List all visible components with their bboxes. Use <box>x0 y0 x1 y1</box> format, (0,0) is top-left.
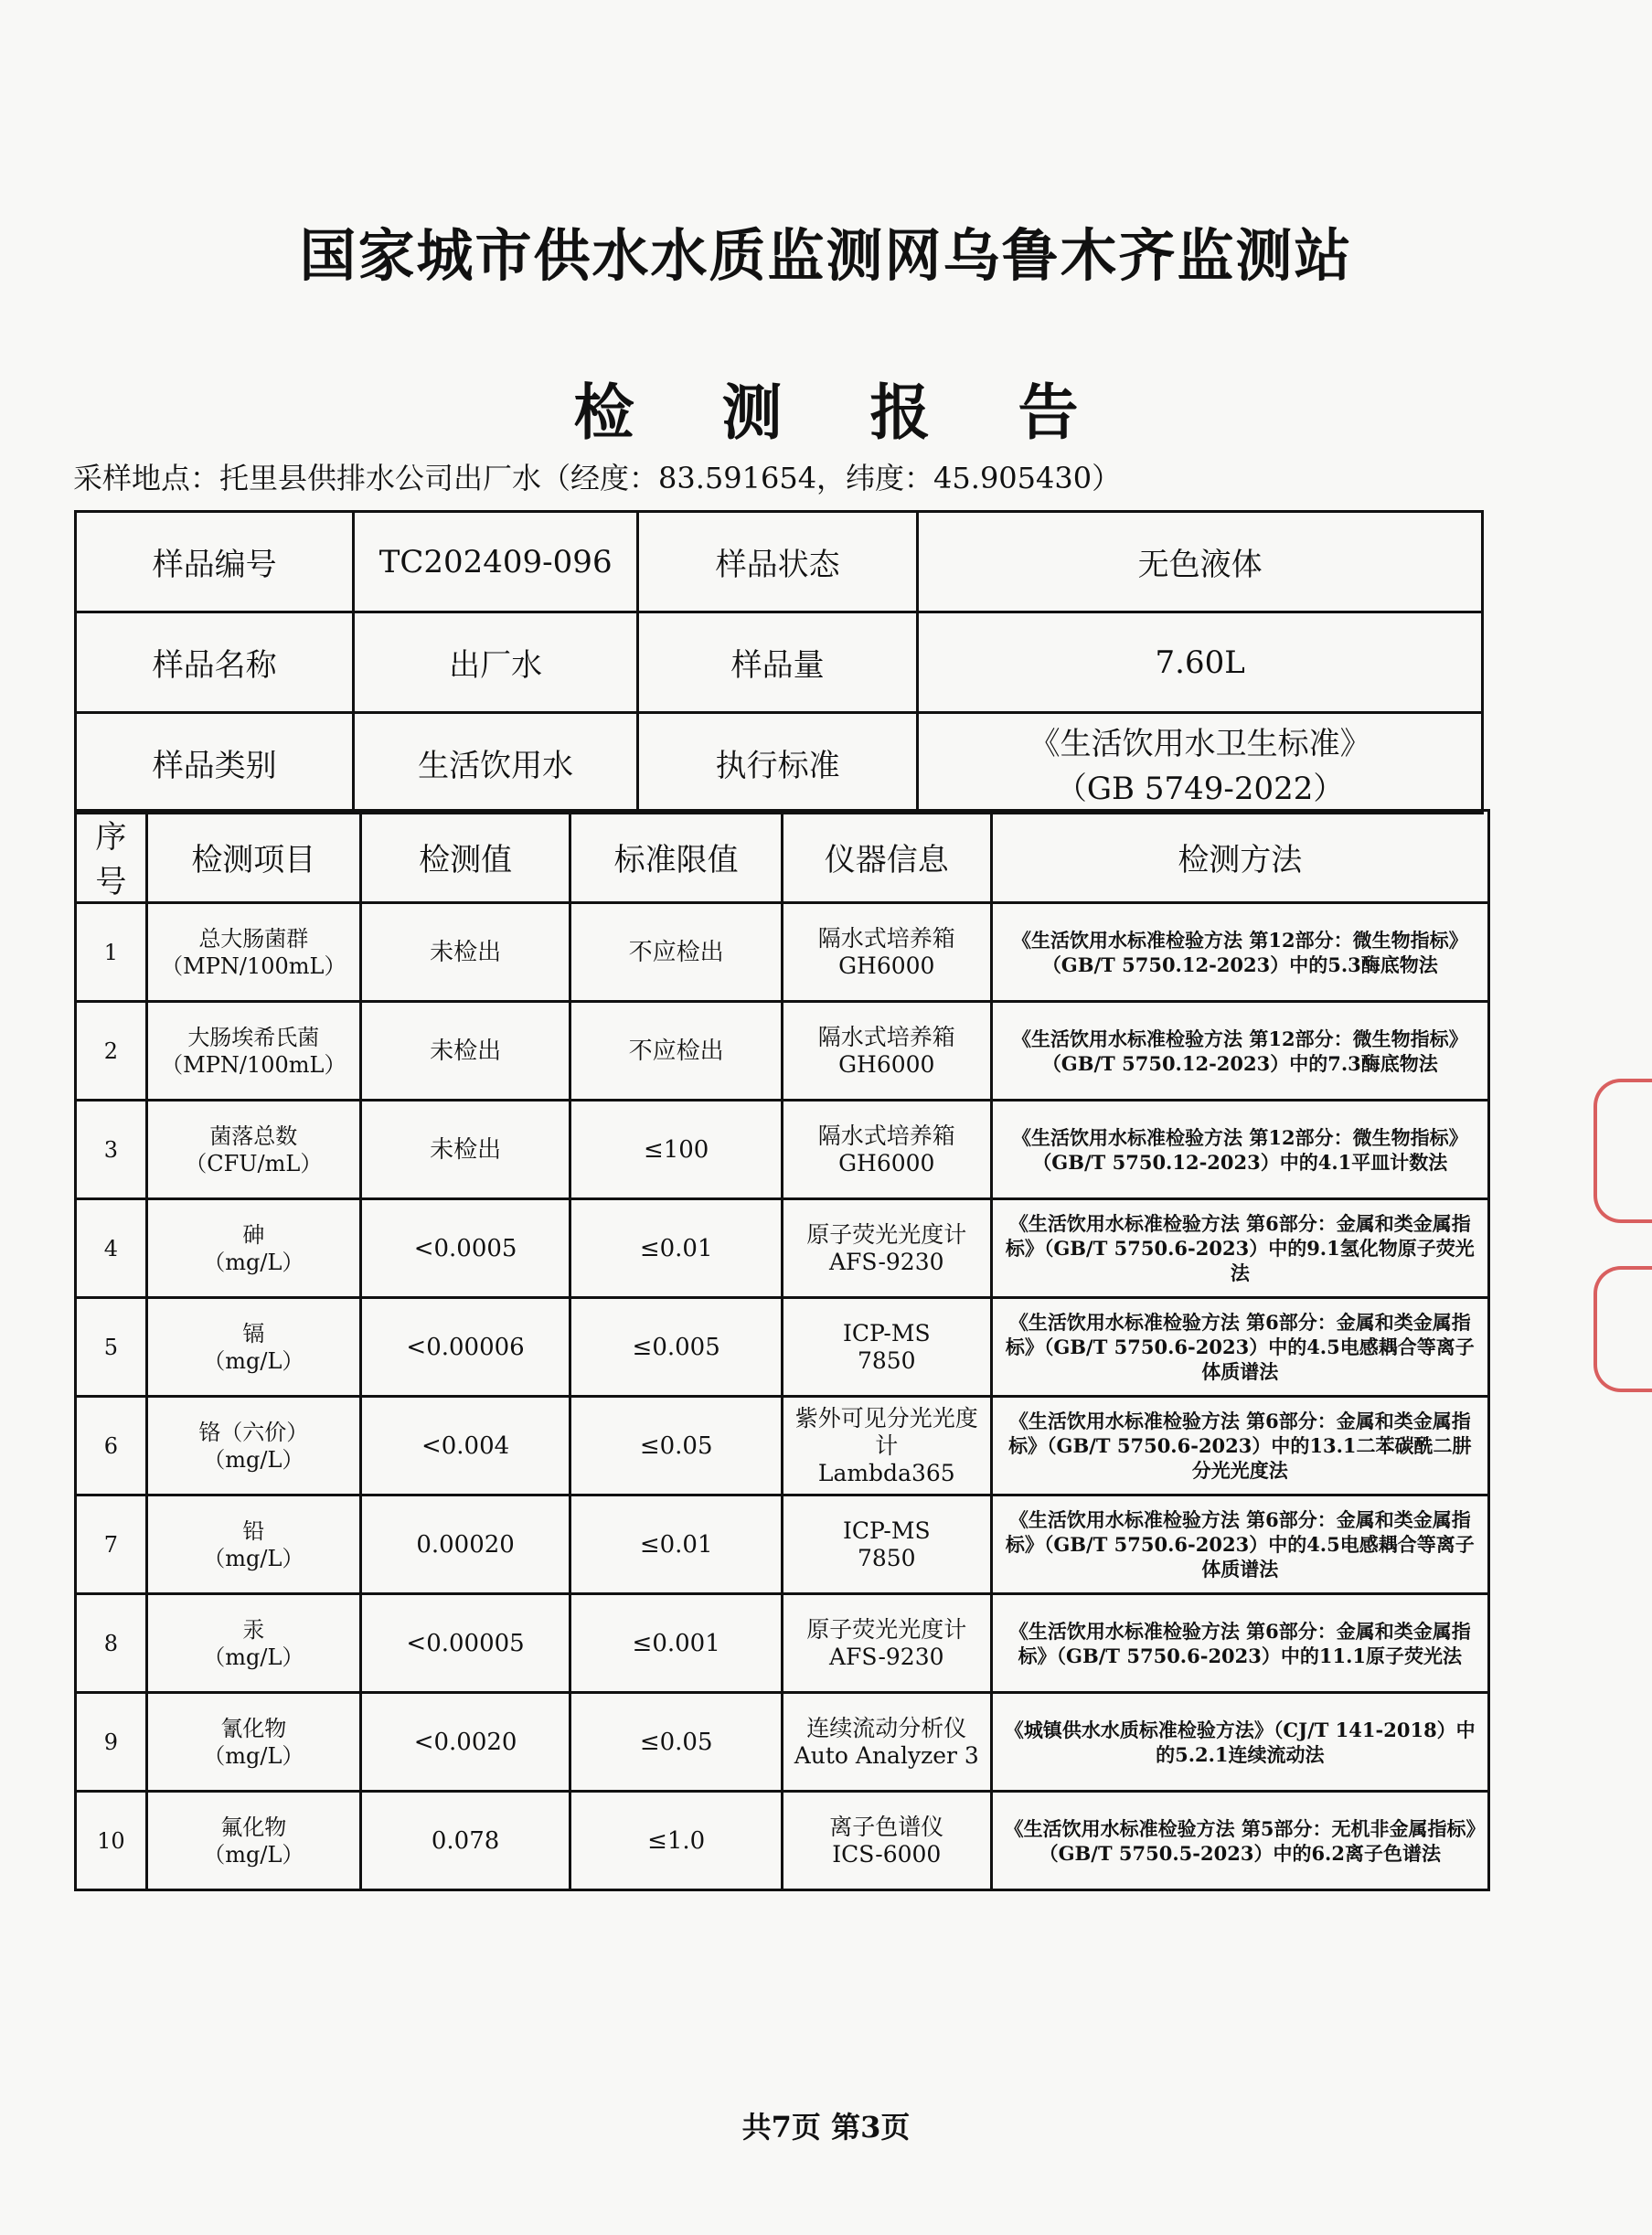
page-number: 共7页 第3页 <box>741 2110 911 2145</box>
instrument-name: ICP-MS <box>842 1319 931 1346</box>
report-title-char: 测 <box>721 378 783 448</box>
report-title-char: 检 <box>573 378 634 448</box>
row-value: <0.00005 <box>360 1594 570 1693</box>
item-unit: （mg/L） <box>203 1249 304 1275</box>
item-unit: （mg/L） <box>203 1347 304 1374</box>
row-method: 《城镇供水水质标准检验方法》（CJ/T 141-2018）中的5.2.1连续流动法 <box>991 1693 1488 1792</box>
row-instrument <box>782 1101 991 1199</box>
table-row <box>76 1397 1489 1495</box>
col-header-value: 检测值 <box>360 811 570 903</box>
row-no: 8 <box>76 1594 147 1693</box>
instrument-name: 隔水式培养箱 <box>817 1023 955 1050</box>
organization-title: 国家城市供水水质监测网乌鲁木齐监测站 <box>299 222 1353 289</box>
red-seal-mark <box>1593 1266 1652 1392</box>
row-method: 《生活饮用水标准检验方法 第6部分：金属和类金属指标》（GB/T 5750.6-2023）中的13.1二苯碳酰二肼分光光度法 <box>991 1397 1488 1495</box>
sample-no-value: TC202409-096 <box>354 512 638 612</box>
standard-line: （GB 5749-2022） <box>1055 770 1345 807</box>
instrument-model: 7850 <box>857 1544 916 1571</box>
row-no: 9 <box>76 1693 147 1792</box>
standard-label: 执行标准 <box>638 713 918 814</box>
instrument-model: AFS-9230 <box>829 1643 944 1670</box>
report-title <box>0 364 1652 451</box>
table-row <box>76 1792 1489 1890</box>
row-limit: ≤0.001 <box>570 1594 783 1693</box>
instrument-name: 隔水式培养箱 <box>817 1122 955 1149</box>
row-limit: 不应检出 <box>570 1002 783 1101</box>
row-no: 6 <box>76 1397 147 1495</box>
row-no: 10 <box>76 1792 147 1890</box>
item-name: 汞 <box>242 1616 265 1643</box>
table-row <box>76 1693 1489 1792</box>
report-title-char: 告 <box>1018 378 1079 448</box>
row-method: 《生活饮用水标准检验方法 第12部分：微生物指标》（GB/T 5750.12-2023）中的7.3酶底物法 <box>991 1002 1488 1101</box>
row-item <box>146 1397 360 1495</box>
row-method: 《生活饮用水标准检验方法 第12部分：微生物指标》（GB/T 5750.12-2023）中的5.3酶底物法 <box>991 903 1488 1002</box>
red-seal-mark <box>1593 1079 1652 1223</box>
row-instrument <box>782 1199 991 1298</box>
sample-qty-value: 7.60L <box>918 612 1483 713</box>
row-instrument <box>782 903 991 1002</box>
info-row <box>76 713 1483 814</box>
row-method: 《生活饮用水标准检验方法 第6部分：金属和类金属指标》（GB/T 5750.6-2023）中的9.1氢化物原子荧光法 <box>991 1199 1488 1298</box>
results-table <box>74 809 1490 1891</box>
row-limit: 不应检出 <box>570 903 783 1002</box>
row-no: 2 <box>76 1002 147 1101</box>
col-header-method: 检测方法 <box>991 811 1488 903</box>
row-instrument <box>782 1792 991 1890</box>
standard-line: 《生活饮用水卫生标准》 <box>1029 725 1371 762</box>
row-item <box>146 1002 360 1101</box>
item-name: 镉 <box>242 1320 265 1346</box>
instrument-name: 离子色谱仪 <box>829 1813 944 1840</box>
row-method: 《生活饮用水标准检验方法 第6部分：金属和类金属指标》（GB/T 5750.6-2023）中的11.1原子荧光法 <box>991 1594 1488 1693</box>
item-unit: （mg/L） <box>203 1742 304 1769</box>
instrument-name: 隔水式培养箱 <box>817 924 955 952</box>
row-instrument <box>782 1693 991 1792</box>
row-item <box>146 1693 360 1792</box>
table-row <box>76 903 1489 1002</box>
item-unit: （mg/L） <box>203 1446 304 1473</box>
item-unit: （MPN/100mL） <box>161 1051 346 1078</box>
instrument-model: ICS-6000 <box>832 1840 942 1868</box>
sample-name-value: 出厂水 <box>354 612 638 713</box>
instrument-model: GH6000 <box>838 952 935 979</box>
row-value: 未检出 <box>360 1101 570 1199</box>
col-header-item: 检测项目 <box>146 811 360 903</box>
row-no: 3 <box>76 1101 147 1199</box>
row-value: <0.0005 <box>360 1199 570 1298</box>
row-no: 1 <box>76 903 147 1002</box>
instrument-model: AFS-9230 <box>829 1248 944 1275</box>
row-item <box>146 1495 360 1594</box>
row-method: 《生活饮用水标准检验方法 第5部分：无机非金属指标》（GB/T 5750.5-2023）中的6.2离子色谱法 <box>991 1792 1488 1890</box>
item-name: 氰化物 <box>220 1715 287 1741</box>
table-header-row <box>76 811 1489 903</box>
item-unit: （mg/L） <box>203 1545 304 1571</box>
item-name: 铅 <box>242 1517 265 1544</box>
row-limit: ≤0.05 <box>570 1397 783 1495</box>
row-limit: ≤100 <box>570 1101 783 1199</box>
item-unit: （mg/L） <box>203 1644 304 1670</box>
item-name: 砷 <box>242 1221 265 1248</box>
item-name: 菌落总数 <box>209 1123 298 1149</box>
row-limit: ≤0.005 <box>570 1298 783 1397</box>
sampling-location: 采样地点：托里县供排水公司出厂水（经度：83.591654，纬度：45.905430） <box>73 461 1122 495</box>
instrument-model: GH6000 <box>838 1050 935 1078</box>
item-name: 总大肠菌群 <box>198 925 309 952</box>
table-row <box>76 1594 1489 1693</box>
sample-qty-label: 样品量 <box>638 612 918 713</box>
row-value: <0.004 <box>360 1397 570 1495</box>
row-instrument <box>782 1397 991 1495</box>
item-name: 铬（六价） <box>198 1419 309 1445</box>
instrument-model: Lambda365 <box>817 1459 955 1486</box>
row-limit: ≤0.01 <box>570 1199 783 1298</box>
table-row <box>76 1002 1489 1101</box>
instrument-name: ICP-MS <box>842 1517 931 1544</box>
report-title-char: 报 <box>869 378 931 448</box>
item-unit: （mg/L） <box>203 1841 304 1868</box>
sample-category-value: 生活饮用水 <box>354 713 638 814</box>
standard-value <box>918 713 1483 814</box>
row-method: 《生活饮用水标准检验方法 第12部分：微生物指标》（GB/T 5750.12-2023）中的4.1平皿计数法 <box>991 1101 1488 1199</box>
instrument-name: 原子荧光光度计 <box>806 1220 967 1248</box>
instrument-model: GH6000 <box>838 1149 935 1176</box>
row-instrument <box>782 1495 991 1594</box>
row-item <box>146 1101 360 1199</box>
row-value: 未检出 <box>360 903 570 1002</box>
table-row <box>76 1298 1489 1397</box>
row-no: 5 <box>76 1298 147 1397</box>
row-value: <0.00006 <box>360 1298 570 1397</box>
row-limit: ≤0.01 <box>570 1495 783 1594</box>
row-item <box>146 1298 360 1397</box>
row-item <box>146 1199 360 1298</box>
row-value: 0.078 <box>360 1792 570 1890</box>
instrument-name: 紫外可见分光光度计 <box>794 1404 978 1459</box>
row-limit: ≤1.0 <box>570 1792 783 1890</box>
info-row <box>76 612 1483 713</box>
row-item <box>146 1792 360 1890</box>
row-instrument <box>782 1594 991 1693</box>
item-name: 大肠埃希氏菌 <box>187 1024 320 1050</box>
row-no: 4 <box>76 1199 147 1298</box>
row-item <box>146 1594 360 1693</box>
table-row <box>76 1101 1489 1199</box>
sample-category-label: 样品类别 <box>76 713 354 814</box>
instrument-name: 连续流动分析仪 <box>806 1714 967 1741</box>
sample-name-label: 样品名称 <box>76 612 354 713</box>
table-row <box>76 1199 1489 1298</box>
sample-state-label: 样品状态 <box>638 512 918 612</box>
info-row <box>76 512 1483 612</box>
row-no: 7 <box>76 1495 147 1594</box>
item-unit: （CFU/mL） <box>185 1150 323 1176</box>
row-value: 0.00020 <box>360 1495 570 1594</box>
instrument-model: Auto Analyzer 3 <box>794 1741 979 1769</box>
row-instrument <box>782 1002 991 1101</box>
sample-no-label: 样品编号 <box>76 512 354 612</box>
row-value: <0.0020 <box>360 1693 570 1792</box>
row-instrument <box>782 1298 991 1397</box>
instrument-model: 7850 <box>857 1346 916 1374</box>
sample-state-value: 无色液体 <box>918 512 1483 612</box>
col-header-instrument: 仪器信息 <box>782 811 991 903</box>
item-unit: （MPN/100mL） <box>161 953 346 979</box>
table-row <box>76 1495 1489 1594</box>
sample-info-table <box>74 510 1484 814</box>
row-method: 《生活饮用水标准检验方法 第6部分：金属和类金属指标》（GB/T 5750.6-2023）中的4.5电感耦合等离子体质谱法 <box>991 1495 1488 1594</box>
row-value: 未检出 <box>360 1002 570 1101</box>
row-method: 《生活饮用水标准检验方法 第6部分：金属和类金属指标》（GB/T 5750.6-2023）中的4.5电感耦合等离子体质谱法 <box>991 1298 1488 1397</box>
instrument-name: 原子荧光光度计 <box>806 1615 967 1643</box>
col-header-no: 序号 <box>76 811 147 903</box>
item-name: 氟化物 <box>220 1814 287 1840</box>
col-header-limit: 标准限值 <box>570 811 783 903</box>
row-limit: ≤0.05 <box>570 1693 783 1792</box>
row-item <box>146 903 360 1002</box>
